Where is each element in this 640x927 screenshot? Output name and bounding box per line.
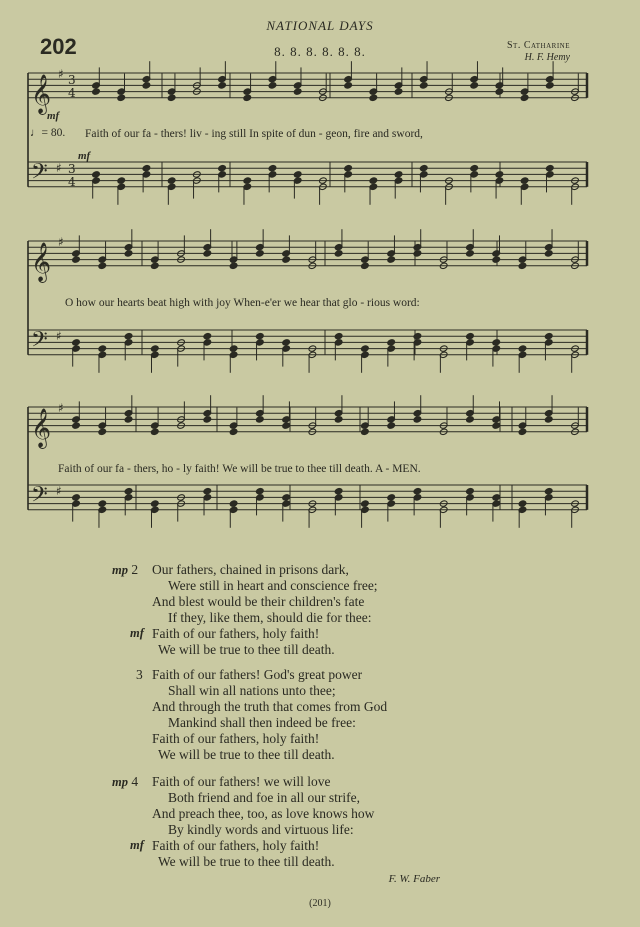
note-head: [544, 416, 553, 423]
verse-line: Faith of our fathers! we will love: [152, 774, 331, 789]
note-head: [334, 416, 343, 423]
note-head: [495, 171, 504, 178]
note-head: [72, 494, 81, 501]
note-head: [387, 339, 396, 346]
note-head: [413, 488, 422, 495]
verse-line: Faith of our fathers, holy faith!: [152, 838, 320, 853]
note-head: [394, 88, 403, 95]
note-head: [466, 333, 475, 340]
author: F. W. Faber: [388, 873, 440, 885]
note-head: [293, 88, 302, 95]
note-head: [518, 345, 527, 352]
section-title: NATIONAL DAYS: [266, 18, 374, 33]
bass-clef: 𝄢: [31, 482, 48, 513]
time-sig-top: 3: [68, 162, 76, 176]
lyric-line-1: Faith of our fa - thers! liv - ing still In spite of dun - geon, fire and sword,: [85, 128, 423, 140]
verse-number: [112, 774, 138, 790]
note-head: [268, 165, 277, 172]
verse-line: Our fathers, chained in prisons dark,: [152, 562, 349, 577]
note-head: [495, 88, 504, 95]
note-head: [334, 250, 343, 257]
note-head: [124, 488, 133, 495]
verse-dynamic: mp: [112, 563, 128, 577]
tune-composer: H. F. Hemy: [524, 52, 570, 63]
verse-dynamic: mp: [112, 775, 128, 789]
tempo-marking: ♩= 80.: [30, 127, 66, 139]
note-head: [92, 88, 101, 95]
verse-line: We will be true to thee till death.: [158, 747, 335, 762]
refrain-dynamic: mf: [130, 626, 144, 640]
note-head: [282, 256, 291, 263]
note-head: [151, 345, 160, 352]
note-head: [218, 82, 227, 89]
note-head: [243, 94, 252, 101]
lyric-line-3: Faith of our fa - thers, ho - ly faith! We will be true to thee till death. A - MEN.: [58, 463, 421, 475]
note-head: [518, 262, 527, 269]
verse-number: [136, 667, 143, 683]
refrain-dynamic: mf: [130, 838, 144, 852]
tune-name: St. Catharine: [506, 40, 570, 51]
note-head: [256, 416, 265, 423]
note-head: [167, 177, 176, 184]
note-head: [466, 416, 475, 423]
note-head: [492, 494, 501, 501]
note-head: [117, 94, 126, 101]
verse-number: [112, 562, 138, 578]
page-number: (201): [309, 898, 331, 909]
note-head: [544, 488, 553, 495]
verse-line: And through the truth that comes from God: [152, 699, 388, 714]
dynamic-mf-treble: mf: [47, 110, 60, 122]
note-head: [546, 165, 555, 172]
verse-line: Faith of our fathers, holy faith!: [152, 626, 320, 641]
note-head: [256, 488, 265, 495]
note-head: [203, 333, 212, 340]
note-head: [413, 416, 422, 423]
note-head: [98, 262, 107, 269]
meter: 8. 8. 8. 8. 8. 8.: [274, 44, 366, 59]
hymn-number: 202: [40, 34, 77, 59]
note-head: [518, 428, 527, 435]
note-head: [98, 428, 107, 435]
note-head: [413, 250, 422, 257]
verse-line: Faith of our fathers! God's great power: [152, 667, 363, 682]
note-head: [466, 250, 475, 257]
note-head: [151, 500, 160, 507]
note-head: [203, 416, 212, 423]
note-head: [546, 82, 555, 89]
note-head: [229, 500, 238, 507]
verse-line: Shall win all nations unto thee;: [168, 683, 336, 698]
note-head: [117, 177, 126, 184]
note-head: [268, 82, 277, 89]
key-sharp: ♯: [56, 329, 62, 343]
note-head: [361, 345, 370, 352]
note-head: [282, 494, 291, 501]
note-head: [492, 422, 501, 429]
verse-line: Mankind shall then indeed be free:: [168, 715, 356, 730]
note-head: [520, 177, 529, 184]
note-head: [361, 428, 370, 435]
verse-line: Faith of our fathers, holy faith!: [152, 731, 320, 746]
note-head: [142, 82, 151, 89]
note-head: [142, 165, 151, 172]
note-head: [470, 82, 479, 89]
note-head: [466, 488, 475, 495]
dynamic-mf-bass: mf: [78, 150, 91, 162]
treble-clef: 𝄞: [31, 73, 52, 114]
treble-clef: 𝄞: [31, 241, 52, 282]
note-head: [203, 250, 212, 257]
note-head: [520, 94, 529, 101]
note-head: [344, 82, 353, 89]
note-head: [334, 488, 343, 495]
key-sharp: ♯: [56, 484, 62, 498]
note-head: [369, 177, 378, 184]
note-head: [387, 422, 396, 429]
note-head: [387, 256, 396, 263]
note-head: [72, 422, 81, 429]
note-head: [256, 250, 265, 257]
verse-line: If they, like them, should die for thee:: [168, 610, 372, 625]
verse-number-text: 4: [131, 774, 139, 789]
note-head: [151, 428, 160, 435]
verse-line: And preach thee, too, as love knows how: [152, 806, 375, 821]
note-head: [218, 165, 227, 172]
note-head: [544, 250, 553, 257]
note-head: [124, 333, 133, 340]
note-head: [203, 488, 212, 495]
note-head: [387, 494, 396, 501]
note-head: [419, 82, 428, 89]
verse-line: Were still in heart and conscience free;: [168, 578, 378, 593]
note-head: [334, 333, 343, 340]
note-head: [344, 165, 353, 172]
bass-clef: 𝄢: [31, 159, 48, 190]
note-head: [92, 171, 101, 178]
note-head: [256, 333, 265, 340]
note-head: [492, 339, 501, 346]
note-head: [369, 94, 378, 101]
note-head: [124, 416, 133, 423]
note-head: [72, 339, 81, 346]
verse-number-text: 2: [131, 562, 139, 577]
note-head: [229, 345, 238, 352]
time-sig-bottom: 4: [68, 86, 76, 100]
note-head: [167, 94, 176, 101]
note-head: [282, 422, 291, 429]
note-head: [492, 256, 501, 263]
note-head: [124, 250, 133, 257]
note-head: [72, 256, 81, 263]
note-head: [413, 333, 422, 340]
note-head: [361, 500, 370, 507]
time-sig-top: 3: [68, 73, 76, 87]
key-sharp: ♯: [58, 401, 64, 415]
note-head: [282, 339, 291, 346]
note-head: [229, 428, 238, 435]
note-head: [98, 500, 107, 507]
bass-clef: 𝄢: [31, 327, 48, 358]
key-sharp: ♯: [58, 67, 64, 81]
verse-line: We will be true to thee till death.: [158, 854, 335, 869]
lyric-line-2: O how our hearts beat high with joy When-e'er we hear that glo - rious word:: [65, 297, 420, 309]
verse-line: By kindly words and virtuous life:: [168, 822, 354, 837]
key-sharp: ♯: [56, 161, 62, 175]
verse-number-text: 3: [136, 667, 143, 682]
note-head: [229, 262, 238, 269]
note-head: [518, 500, 527, 507]
note-head: [394, 171, 403, 178]
verse-line: And blest would be their children's fate: [152, 594, 365, 609]
note-head: [293, 171, 302, 178]
verse-line: We will be true to thee till death.: [158, 642, 335, 657]
note-head: [151, 262, 160, 269]
key-sharp: ♯: [58, 235, 64, 249]
note-head: [243, 177, 252, 184]
verse-line: Both friend and foe in all our strife,: [168, 790, 360, 805]
note-head: [98, 345, 107, 352]
note-head: [470, 165, 479, 172]
note-head: [361, 262, 370, 269]
time-sig-bottom: 4: [68, 175, 76, 189]
note-head: [544, 333, 553, 340]
treble-clef: 𝄞: [31, 407, 52, 448]
note-head: [419, 165, 428, 172]
